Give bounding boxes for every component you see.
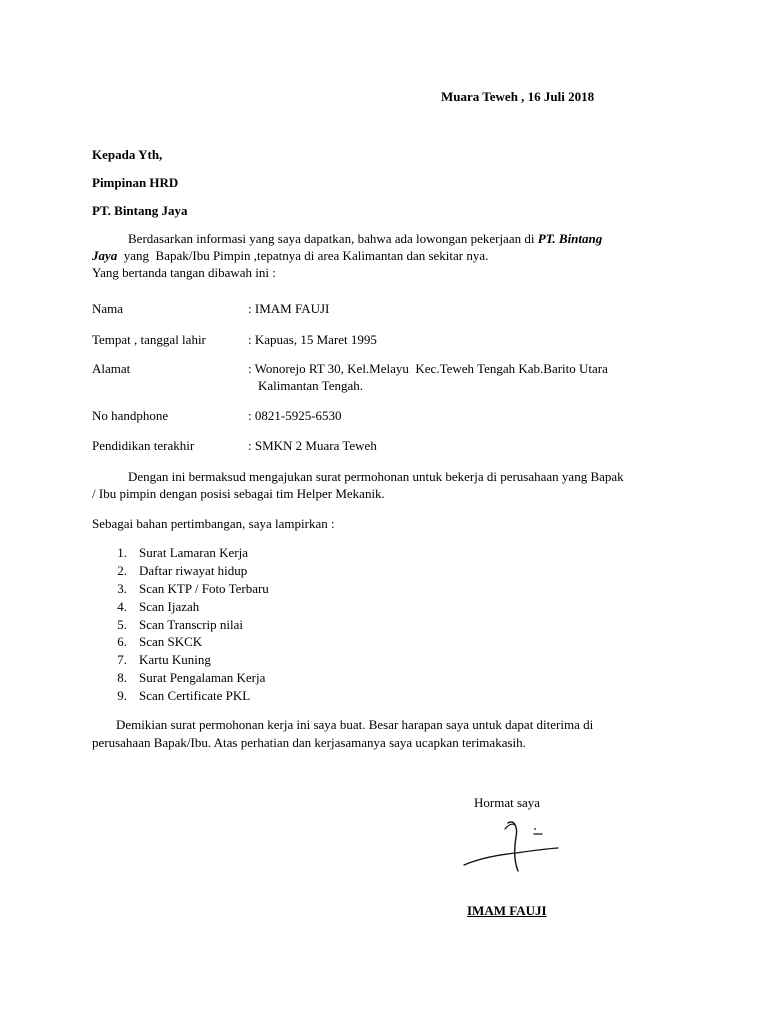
signature-image xyxy=(458,815,568,875)
attachments-intro: Sebagai bahan pertimbangan, saya lampirkan : xyxy=(92,516,335,531)
list-number: 9. xyxy=(117,688,127,703)
list-number: 8. xyxy=(117,670,127,685)
list-number: 6. xyxy=(117,634,127,649)
detail-value: : SMKN 2 Muara Teweh xyxy=(248,438,377,453)
detail-label: Nama xyxy=(92,301,124,316)
list-number: 4. xyxy=(117,599,127,614)
list-text: Daftar riwayat hidup xyxy=(139,563,248,578)
closing-line-2: perusahaan Bapak/Ibu. Atas perhatian dan kerjasamanya saya ucapkan terimakasih. xyxy=(92,735,526,750)
detail-value: : 0821-5925-6530 xyxy=(248,408,342,423)
recipient-company: PT. Bintang Jaya xyxy=(92,203,188,218)
list-text: Kartu Kuning xyxy=(139,652,211,667)
list-text: Scan Certificate PKL xyxy=(139,688,251,703)
detail-value: : IMAM FAUJI xyxy=(248,301,330,316)
recipient-greeting: Kepada Yth, xyxy=(92,147,163,162)
list-text: Scan Transcrip nilai xyxy=(139,617,243,632)
recipient-department: Pimpinan HRD xyxy=(92,175,179,190)
list-number: 3. xyxy=(117,581,127,596)
intro-line-3: Yang bertanda tangan dibawah ini : xyxy=(92,265,276,280)
list-text: Surat Lamaran Kerja xyxy=(139,545,249,560)
list-text: Surat Pengalaman Kerja xyxy=(139,670,266,685)
detail-label: No handphone xyxy=(92,408,169,423)
closing-line-1: Demikian surat permohonan kerja ini saya buat. Besar harapan saya untuk dapat diterima di xyxy=(116,717,594,732)
detail-value: : Kapuas, 15 Maret 1995 xyxy=(248,332,377,347)
intro-line-2 xyxy=(92,247,488,264)
list-number: 2. xyxy=(117,563,127,578)
list-number: 5. xyxy=(117,617,127,632)
detail-label: Alamat xyxy=(92,361,131,376)
list-text: Scan KTP / Foto Terbaru xyxy=(139,581,269,596)
detail-value-continued: Kalimantan Tengah. xyxy=(258,378,363,393)
handwritten-signature-icon xyxy=(458,815,568,875)
list-text: Scan SKCK xyxy=(139,634,203,649)
detail-label: Tempat , tanggal lahir xyxy=(92,332,206,347)
signoff-greeting: Hormat saya xyxy=(474,795,541,810)
place-date: Muara Teweh , 16 Juli 2018 xyxy=(441,89,595,104)
intro-company-b: Jaya xyxy=(92,248,118,263)
detail-label: Pendidikan terakhir xyxy=(92,438,195,453)
intro-text: Berdasarkan informasi yang saya dapatkan, bahwa ada lowongan pekerjaan di xyxy=(128,231,538,246)
list-number: 7. xyxy=(117,652,127,667)
intro-company-a: PT. Bintang xyxy=(537,231,603,246)
list-number: 1. xyxy=(117,545,127,560)
detail-value: : Wonorejo RT 30, Kel.Melayu Kec.Teweh Tengah Kab.Barito Utara xyxy=(248,361,608,376)
signoff-name: IMAM FAUJI xyxy=(467,903,547,918)
purpose-line-2: / Ibu pimpin dengan posisi sebagai tim Helper Mekanik. xyxy=(92,486,385,501)
intro-line-1 xyxy=(128,230,602,247)
list-text: Scan Ijazah xyxy=(139,599,200,614)
purpose-line-1: Dengan ini bermaksud mengajukan surat permohonan untuk bekerja di perusahaan yang Bapak xyxy=(128,469,624,484)
intro-text-2: yang Bapak/Ibu Pimpin ,tepatnya di area Kalimantan dan sekitar nya. xyxy=(117,248,489,263)
